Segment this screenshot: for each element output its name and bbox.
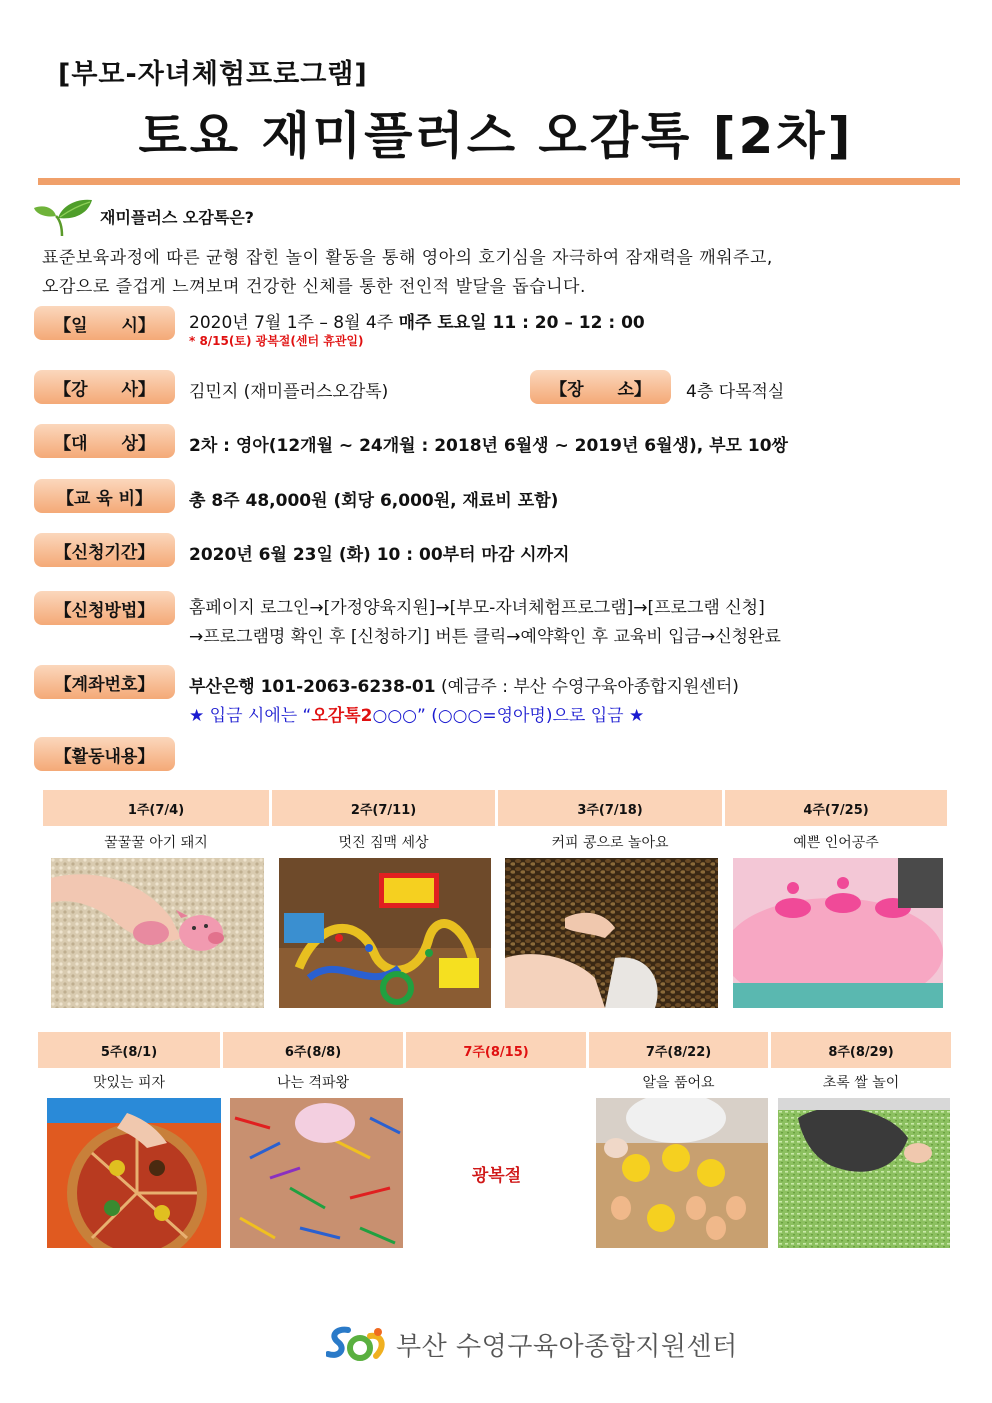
- photo-green-rice: [778, 1098, 950, 1248]
- week-header: 5주(8/1): [38, 1032, 220, 1068]
- account-label: 【계좌번호】: [34, 665, 175, 699]
- photo-piglet-play: [51, 858, 264, 1008]
- activity-name: 꿀꿀꿀 아기 돼지: [104, 835, 208, 851]
- intro-text-line2: 오감으로 즐겁게 느껴보며 건강한 신체를 통한 전인적 발달을 돕습니다.: [42, 277, 586, 297]
- date-label: 【일 시】: [34, 306, 175, 340]
- instructor-value: 김민지 (재미플러스오감톡): [189, 382, 389, 402]
- week-header: 2주(7/11): [272, 790, 495, 826]
- place-value: 4층 다목적실: [686, 382, 785, 402]
- week-header: 7주(8/22): [589, 1032, 768, 1068]
- photo-gym-toys: [279, 858, 491, 1008]
- sprout-icon: [32, 196, 94, 236]
- center-name: 부산 수영구육아종합지원센터: [396, 1331, 738, 1362]
- activity-label: 【활동내용】: [34, 737, 175, 771]
- deposit-text-c: ○○○” (○○○=영아명)으로 입금 ★: [372, 706, 645, 726]
- activity-name: 나는 격파왕: [276, 1075, 350, 1091]
- method-line2: →프로그램명 확인 후 [신청하기] 버튼 클릭→예약확인 후 교육비 입금→신청완료: [189, 627, 781, 647]
- fee-value: 총 8주 48,000원 (회당 6,000원, 재료비 포함): [189, 491, 559, 511]
- week-header: 6주(8/8): [223, 1032, 403, 1068]
- week-header: 8주(8/29): [771, 1032, 951, 1068]
- holiday-note: * 8/15(토) 광복절(센터 휴관일): [189, 334, 364, 348]
- photo-coffee-beans: [505, 858, 718, 1008]
- activity-name: 예쁜 인어공주: [793, 835, 879, 851]
- activity-name: 맛있는 피자: [92, 1075, 166, 1091]
- fee-label: 【교 육 비】: [34, 479, 175, 513]
- method-label: 【신청방법】: [34, 591, 175, 625]
- date-value: [189, 308, 645, 333]
- center-logo-icon: [326, 1324, 388, 1364]
- deposit-code: 오감톡2: [311, 706, 373, 726]
- week-header: 3주(7/18): [498, 790, 722, 826]
- intro-text-line1: 표준보육과정에 따른 균형 잡힌 놀이 활동을 통해 영아의 호기심을 자극하여 잠재력을 깨워주고,: [42, 248, 773, 268]
- photo-pizza-toy: [47, 1098, 221, 1248]
- activity-name: 멋진 짐맥 세상: [338, 835, 429, 851]
- period-value: 2020년 6월 23일 (화) 10 : 00부터 마감 시까지: [189, 545, 570, 565]
- account-number: 부산은행 101-2063-6238-01: [189, 677, 436, 697]
- period-label: 【신청기간】: [34, 533, 175, 567]
- account-value: [189, 672, 739, 697]
- target-label: 【대 상】: [34, 424, 175, 458]
- week-header-holiday: 7주(8/15): [406, 1032, 586, 1068]
- deposit-instruction: [189, 701, 644, 726]
- account-holder: (예금주 : 부산 수영구육아종합지원센터): [435, 677, 739, 697]
- week-header: 4주(7/25): [725, 790, 947, 826]
- activity-name: 알을 품어요: [642, 1075, 715, 1091]
- activity-name: 초록 쌀 놀이: [822, 1075, 900, 1091]
- holiday-text: 광복절: [471, 1165, 522, 1186]
- method-line1: 홈페이지 로그인→[가정양육지원]→[부모-자녀체험프로그램]→[프로그램 신청]: [189, 598, 765, 618]
- date-range: 2020년 7월 1주 – 8월 4주: [189, 313, 399, 333]
- page-title: 토요 재미플러스 오감톡 [2차]: [138, 107, 854, 165]
- photo-chicks-eggs: [596, 1098, 768, 1248]
- place-label: 【장 소】: [530, 370, 671, 404]
- photo-flamingo-floats: [733, 858, 943, 1008]
- program-subtitle: [부모-자녀체험프로그램]: [58, 59, 368, 90]
- intro-question: 재미플러스 오감톡은?: [100, 208, 254, 227]
- target-value: 2차 : 영아(12개월 ~ 24개월 : 2018년 6월생 ~ 2019년 6월생), 부모 10쌍: [189, 436, 788, 456]
- photo-colored-sticks: [230, 1098, 403, 1248]
- footer-logo: [326, 1322, 738, 1366]
- title-divider: [38, 178, 960, 185]
- deposit-text-a: ★ 입금 시에는 “: [189, 706, 312, 726]
- week-header: 1주(7/4): [43, 790, 269, 826]
- activity-name: 커피 콩으로 놀아요: [551, 835, 669, 851]
- date-time: 매주 토요일 11 : 20 – 12 : 00: [398, 313, 645, 333]
- instructor-label: 【강 사】: [34, 370, 175, 404]
